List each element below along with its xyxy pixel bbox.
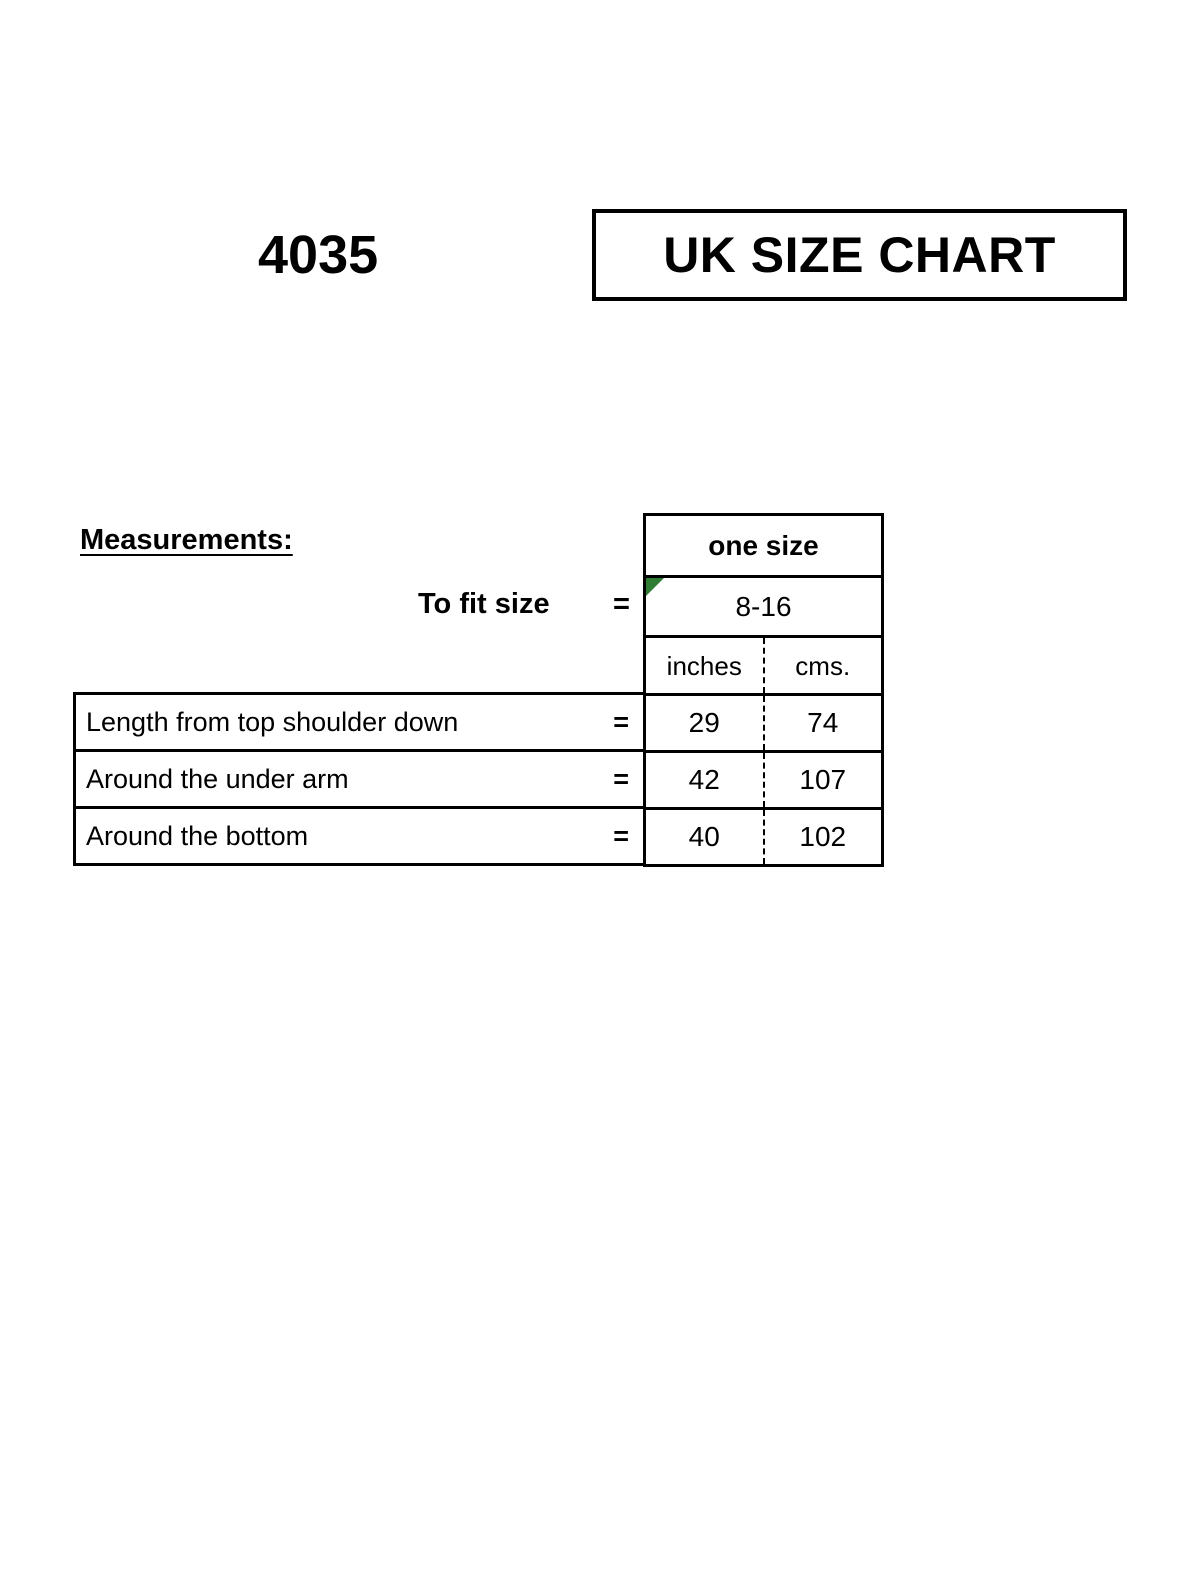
value-cms: 102 [764, 809, 883, 866]
table-row [75, 751, 645, 808]
page-title: UK SIZE CHART [663, 227, 1056, 283]
measurements-heading: Measurements: [80, 524, 293, 556]
size-values-table [643, 513, 884, 867]
measurement-label: Around the bottom [75, 808, 585, 865]
value-inches: 40 [645, 809, 764, 866]
fit-size-value: 8-16 [645, 577, 883, 637]
measurement-equals: = [585, 751, 645, 808]
table-row [645, 515, 883, 577]
table-row [645, 637, 883, 695]
table-row [75, 808, 645, 865]
table-row [645, 809, 883, 866]
unit-header-cms: cms. [764, 637, 883, 695]
table-row [75, 694, 645, 751]
table-row [645, 695, 883, 752]
measurement-labels-table [73, 692, 646, 866]
title-box [592, 209, 1127, 301]
to-fit-size-label: To fit size [418, 588, 550, 620]
measurement-label: Around the under arm [75, 751, 585, 808]
one-size-header: one size [645, 515, 883, 577]
value-inches: 29 [645, 695, 764, 752]
table-row [645, 577, 883, 637]
measurement-label: Length from top shoulder down [75, 694, 585, 751]
style-code: 4035 [258, 225, 379, 285]
measurement-equals: = [585, 694, 645, 751]
unit-header-inches: inches [645, 637, 764, 695]
value-inches: 42 [645, 752, 764, 809]
value-cms: 107 [764, 752, 883, 809]
table-row [645, 752, 883, 809]
to-fit-size-equals: = [613, 588, 630, 620]
value-cms: 74 [764, 695, 883, 752]
measurement-equals: = [585, 808, 645, 865]
